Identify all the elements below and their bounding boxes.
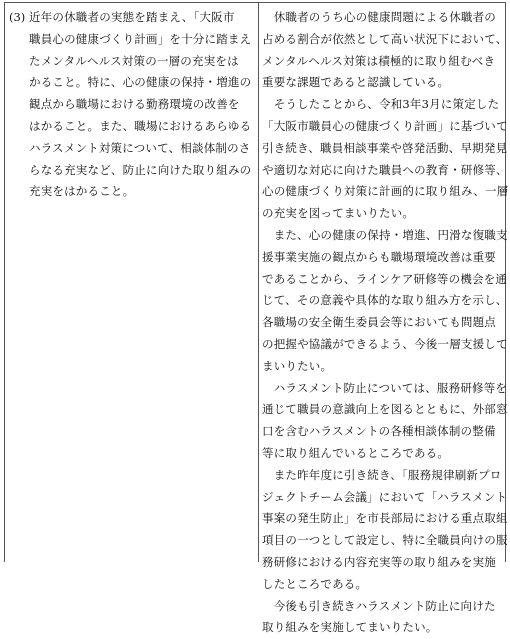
response-text bbox=[262, 7, 509, 639]
response-line: や適切な対応に向けた職員への教育・研修等、 bbox=[262, 162, 508, 177]
request-text bbox=[29, 7, 255, 203]
request-line: 職員心の健康づくり計画」を十分に踏まえ bbox=[29, 31, 252, 46]
request-line: 観点から職場における勤務環境の改善を bbox=[29, 97, 240, 112]
response-line: 重要な課題であると認識している。 bbox=[262, 75, 450, 90]
request-line: 近年の休職者の実態を踏まえ、「大阪市 bbox=[29, 10, 235, 24]
request-line: 充実をはかること。 bbox=[29, 184, 135, 199]
response-line: 各職場の安全衛生委員会等においても問題点 bbox=[262, 315, 496, 330]
response-line: 取り組みを実施してまいりたい。 bbox=[262, 620, 438, 635]
response-line: また、心の健康の保持・増進、円滑な復職支 bbox=[262, 227, 508, 242]
response-line: 項目の一つとして設定し、特に全職員向けの服 bbox=[262, 533, 508, 548]
request-line: かること。特に、心の健康の保持・増進の bbox=[29, 75, 252, 90]
response-line: また昨年度に引き続き、「服務規律刷新プロ bbox=[262, 467, 502, 482]
response-line: であることから、ラインケア研修等の機会を通 bbox=[262, 271, 508, 286]
response-line: 口を含むハラスメントの各種相談体制の整備 bbox=[262, 424, 496, 439]
response-line: そうしたことから、令和3年3月に策定した bbox=[262, 97, 500, 112]
response-line: したところである。 bbox=[262, 576, 368, 591]
response-line: じて、その意義や具体的な取り組み方を示し、 bbox=[262, 293, 508, 308]
response-line: 心の健康づくり対策に計画的に取り組み、一層 bbox=[262, 184, 509, 199]
response-line: 今後も引き続きハラスメント防止に向けた bbox=[262, 598, 496, 613]
response-line: 通じて職員の意識向上を図るとともに、外部窓 bbox=[262, 402, 508, 417]
request-line: たメンタルヘルス対策の一層の充実をは bbox=[29, 53, 239, 68]
response-line: の充実を図ってまいりたい。 bbox=[262, 206, 415, 221]
response-line: 務研修における内容充実等の取り組みを実施 bbox=[262, 554, 496, 569]
request-line: らなる充実など、防止に向けた取り組みの bbox=[29, 162, 252, 177]
request-column bbox=[5, 3, 257, 562]
response-line: まいりたい。 bbox=[262, 358, 333, 373]
response-line: ハラスメント防止については、服務研修等を bbox=[262, 380, 508, 395]
response-line: メンタルヘルス対策は積極的に取り組むべき bbox=[262, 53, 496, 68]
request-line: ハラスメント対策について、相談体制のさ bbox=[29, 140, 251, 155]
response-line: 休職者のうち心の健康問題による休職者の bbox=[262, 10, 496, 24]
response-line: 等に取り組んでいるところである。 bbox=[262, 445, 450, 460]
response-line: 占める割合が依然として高い状況下において、 bbox=[262, 31, 508, 46]
response-line: 引き続き、職員相談事業や啓発活動、早期発見 bbox=[262, 140, 508, 155]
response-line: の把握や協議ができるよう、今後一層支援して bbox=[262, 336, 508, 351]
response-line: 援事業実施の観点からも職場環境改善は重要 bbox=[262, 249, 496, 264]
response-line: ジェクトチーム会議」において「ハラスメント bbox=[262, 489, 508, 504]
item-number: (3) bbox=[9, 10, 26, 24]
response-column bbox=[259, 3, 509, 635]
response-table bbox=[4, 2, 509, 635]
request-line: はかること。また、職場におけるあらゆる bbox=[29, 118, 252, 133]
response-line: 事案の発生防止」を市長部局における重点取組 bbox=[262, 511, 508, 526]
response-line: 「大阪市職員心の健康づくり計画」に基づいて bbox=[262, 118, 508, 133]
